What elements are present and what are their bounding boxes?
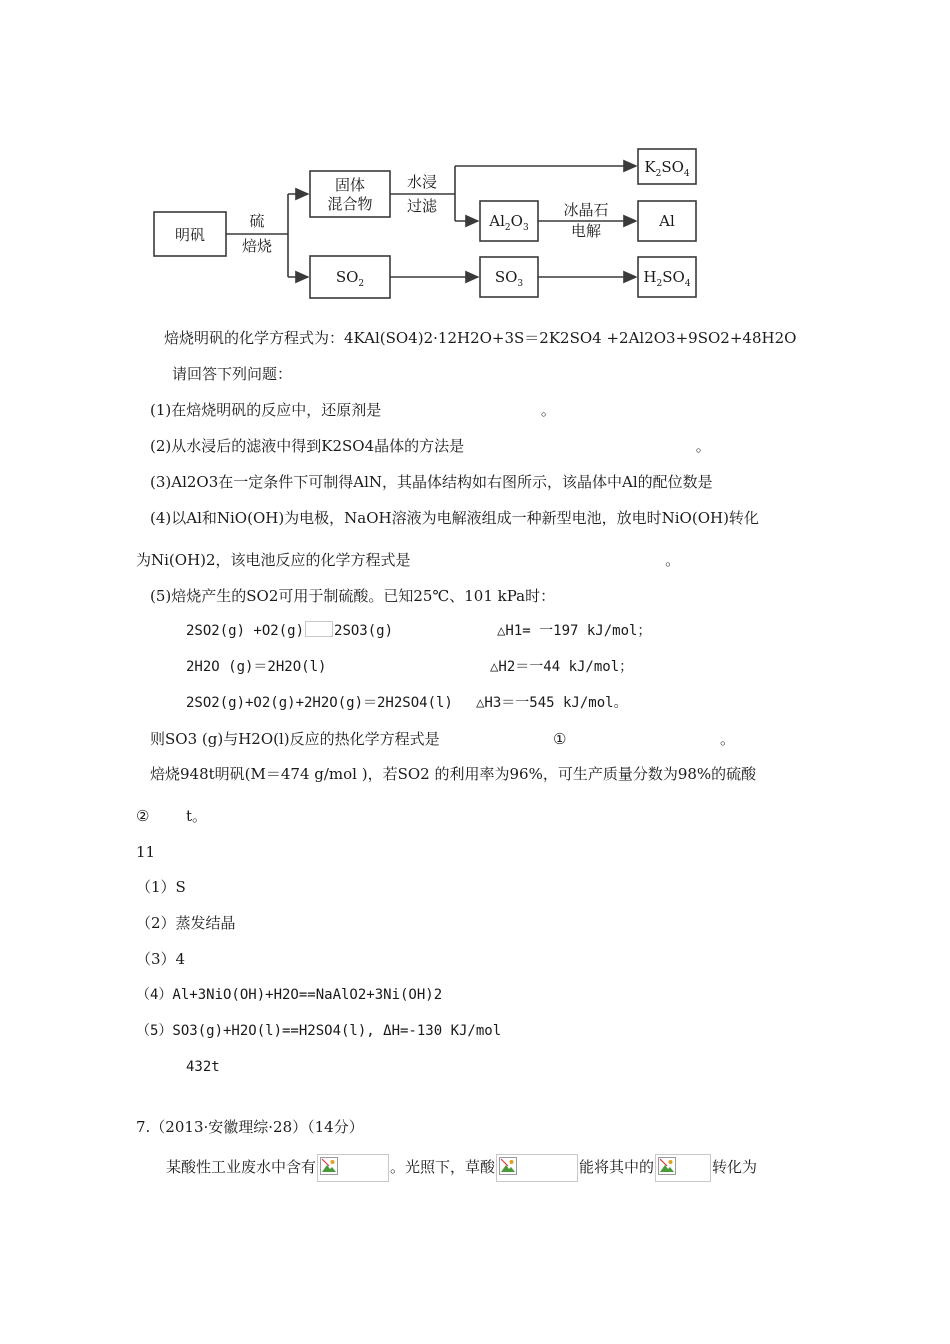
question-7-header: 7.（2013·安徽理综·28）（14分） bbox=[136, 1118, 364, 1136]
answer-5: （5）SO3(g)+H2O(l)==H2SO4(l), ΔH=-130 KJ/mol bbox=[136, 1023, 502, 1039]
thermo-eq-1-right: 2SO3(g) bbox=[334, 623, 394, 639]
node-mingfan: 明矾 bbox=[174, 226, 206, 244]
thermo-eq-2-dh: △H2＝一44 kJ/mol； bbox=[490, 659, 634, 675]
label-sulfur: 硫 bbox=[249, 212, 265, 230]
thermo-eq-2: 2H2O (g)＝2H2O(l) bbox=[186, 659, 327, 675]
prompt: 请回答下列问题： bbox=[172, 365, 293, 383]
process-flowchart bbox=[150, 140, 710, 305]
question-5-blank-1-line bbox=[150, 729, 440, 749]
thermo-eq-1-left: 2SO2(g) +O2(g) bbox=[186, 623, 305, 639]
question-7-text-d: 转化为 bbox=[712, 1158, 758, 1176]
question-4-end: 。 bbox=[665, 551, 681, 569]
question-4-line1: (4)以Al和NiO(OH)为电极，NaOH溶液为电解液组成一种新型电池，放电时NiO(OH)转化 bbox=[150, 509, 759, 527]
question-2 bbox=[150, 436, 711, 456]
broken-image-icon bbox=[655, 1154, 711, 1182]
answer-5-mass: 432t bbox=[186, 1059, 220, 1075]
question-2-text: (2)从水浸后的滤液中得到K2SO4晶体的方法是 bbox=[150, 437, 465, 455]
question-3: (3)Al2O3在一定条件下可制得AlN，其晶体结构如右图所示，该晶体中Al的配位数是 bbox=[150, 473, 713, 491]
question-2-end: 。 bbox=[695, 437, 711, 455]
question-5-then-end: 。 bbox=[720, 730, 736, 748]
question-5-then-text: 则SO3 (g)与H2O(l)反应的热化学方程式是 bbox=[150, 730, 440, 748]
answer-4: （4）Al+3NiO(OH)+H2O==NaAlO2+3Ni(OH)2 bbox=[136, 987, 443, 1003]
node-al: Al bbox=[659, 212, 675, 230]
broken-image-icon bbox=[317, 1154, 389, 1182]
blank-2-unit: t。 bbox=[186, 807, 208, 825]
label-electrolysis: 电解 bbox=[570, 222, 602, 240]
question-4-text: 为Ni(OH)2，该电池反应的化学方程式是 bbox=[136, 551, 411, 569]
thermo-eq-3: 2SO2(g)+O2(g)+2H2O(g)＝2H2SO4(l) bbox=[186, 695, 453, 711]
answer-2: （2）蒸发结晶 bbox=[136, 914, 236, 932]
thermo-eq-1-dh: △H1= 一197 kJ/mol； bbox=[497, 623, 652, 639]
roast-equation: 焙烧明矾的化学方程式为：4KAl(SO4)2·12H2O+3S＝2K2SO4 +2Al2O3+9SO2+48H2O bbox=[164, 329, 797, 347]
answer-3: （3）4 bbox=[136, 950, 186, 968]
label-water-leach: 水浸 bbox=[406, 173, 438, 191]
node-solid-line2: 混合物 bbox=[327, 195, 373, 213]
node-k2so4: $K_2SO_4$ bbox=[644, 158, 690, 179]
node-so3: $SO_3$ bbox=[494, 268, 524, 289]
node-al2o3: $Al_2O_3$ bbox=[489, 212, 529, 233]
blank-marker-1: ① bbox=[553, 730, 567, 748]
question-1-end: 。 bbox=[540, 401, 556, 419]
question-4-line2 bbox=[136, 550, 680, 570]
node-h2so4: $H_2SO_4$ bbox=[643, 268, 691, 289]
question-5-roast: 焙烧948t明矾(M＝474 g/mol )，若SO2 的利用率为96%，可生产质量分数为98%的硫酸 bbox=[150, 765, 757, 783]
label-roast: 焙烧 bbox=[241, 237, 273, 255]
label-filter: 过滤 bbox=[406, 197, 438, 215]
answer-1: （1）S bbox=[136, 878, 186, 896]
thermo-eq-1 bbox=[186, 621, 393, 641]
question-1-text: (1)在焙烧明矾的反应中，还原剂是 bbox=[150, 401, 382, 419]
question-7-text-c: 能将其中的 bbox=[579, 1158, 655, 1176]
question-5: (5)焙烧产生的SO2可用于制硫酸。已知25℃、101 kPa时： bbox=[150, 587, 556, 605]
question-7-text-b: 。光照下，草酸 bbox=[390, 1158, 496, 1176]
broken-image-icon bbox=[496, 1154, 578, 1182]
node-so2: $SO_2$ bbox=[335, 268, 365, 289]
node-solid-line1: 固体 bbox=[334, 176, 366, 194]
question-7-body bbox=[166, 1152, 757, 1182]
thermo-eq-3-dh: △H3＝一545 kJ/mol。 bbox=[476, 695, 628, 711]
blank-marker-2: ② bbox=[136, 807, 150, 825]
question-1 bbox=[150, 400, 556, 420]
question-7-text-a: 某酸性工业废水中含有 bbox=[166, 1158, 317, 1176]
answer-number: 11 bbox=[136, 843, 156, 861]
broken-image-icon bbox=[305, 621, 333, 637]
label-cryolite: 冰晶石 bbox=[563, 201, 609, 219]
